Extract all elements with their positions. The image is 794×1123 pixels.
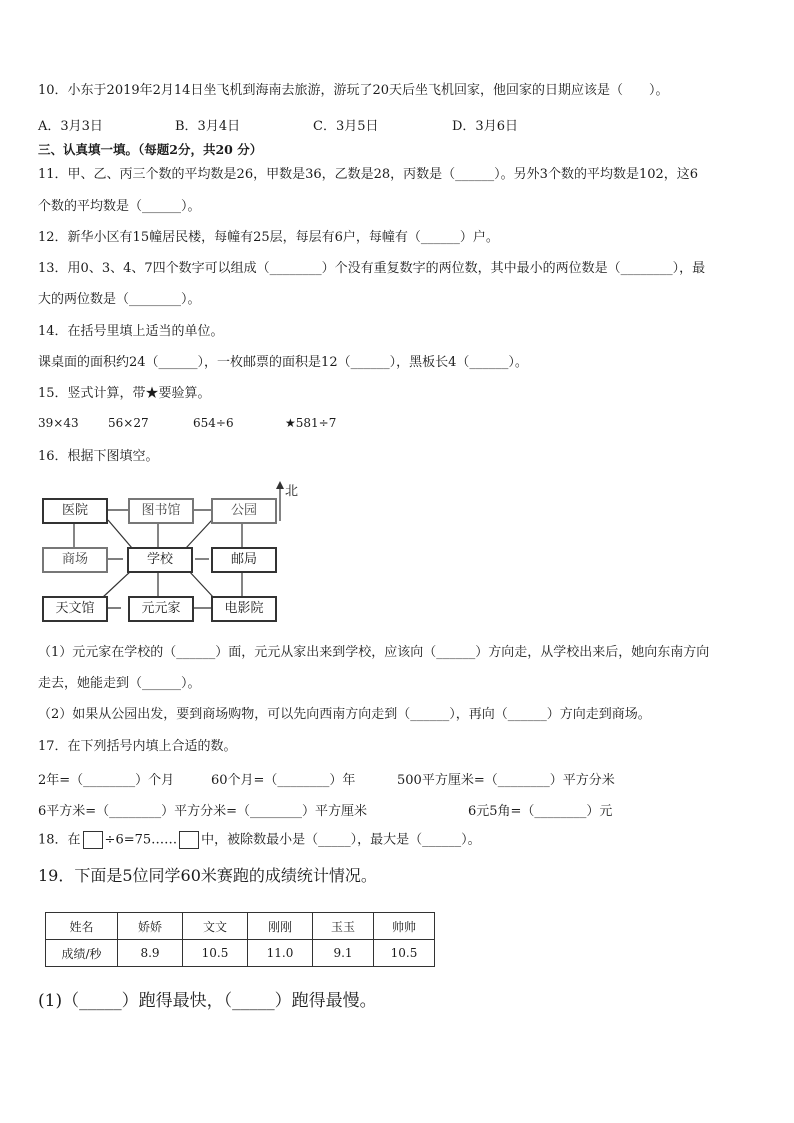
q15-line1: 15．竖式计算，带★要验算。: [38, 386, 211, 401]
q15-item-2: 56×27: [108, 416, 149, 430]
q14-line2: 课桌面的面积约24（______），一枚邮票的面积是12（______），黑板长4（______）。: [38, 355, 528, 370]
table-header-cell: 娇娇: [118, 913, 183, 940]
q10-text: 10．小东于2019年2月14日坐飞机到海南去旅游，游玩了20天后坐飞机回家，他回家的日期应该是（ ）。: [38, 83, 669, 98]
q19-part1: (1)（_____）跑得最快，（_____）跑得最慢。: [38, 991, 377, 1011]
place-mall: 商场: [42, 547, 108, 573]
q17-row2-item1: 6平方米=（________）平方分米=（________）平方厘米: [38, 804, 368, 819]
table-header-cell: 玉玉: [313, 913, 374, 940]
q19-title: 19．下面是5位同学60米赛跑的成绩统计情况。: [38, 866, 377, 885]
table-header-cell: 姓名: [46, 913, 118, 940]
q17-row1-item3: 500平方厘米=（________）平方分米: [397, 773, 615, 788]
table-cell: 10.5: [183, 940, 248, 967]
q17-row2-item2: 6元5角=（________）元: [468, 804, 613, 819]
q16-title: 16．根据下图填空。: [38, 449, 159, 464]
score-table: [45, 912, 435, 967]
q16-part1-line2: 走去，她能走到（______）。: [38, 676, 201, 691]
place-school: 学校: [127, 547, 193, 573]
q11-line2: 个数的平均数是（______）。: [38, 199, 201, 214]
place-home: 元元家: [128, 596, 194, 622]
place-library: 图书馆: [128, 498, 194, 524]
table-cell: 9.1: [313, 940, 374, 967]
q13-line1: 13．用0、3、4、7四个数字可以组成（________）个没有重复数字的两位数，其中最小的两位数是（________），最: [38, 261, 706, 276]
q18-box-dividend: [83, 831, 103, 849]
q18-line: [38, 831, 481, 850]
place-planetarium: 天文馆: [42, 596, 108, 622]
north-label: 北: [285, 484, 299, 499]
q18-prefix: 18．在: [38, 832, 81, 848]
q10-option-b: B．3月4日: [175, 119, 241, 134]
q16-part1-line1: （1）元元家在学校的（______）面，元元从家出来到学校，应该向（______）方向走，从学校出来后，她向东南方向: [38, 645, 710, 660]
q10-option-d: D．3月6日: [452, 119, 518, 134]
q12-text: 12．新华小区有15幢居民楼，每幢有25层，每层有6户，每幢有（______）户。: [38, 230, 499, 245]
q18-box-remainder: [179, 831, 199, 849]
table-row: [46, 940, 435, 967]
place-hospital: 医院: [42, 498, 108, 524]
table-header-cell: 文文: [183, 913, 248, 940]
q17-row1-item2: 60个月=（________）年: [211, 773, 356, 788]
table-header-cell: 刚刚: [248, 913, 313, 940]
table-cell: 成绩/秒: [46, 940, 118, 967]
q10-option-a: A．3月3日: [38, 119, 103, 134]
q15-item-4: ★581÷7: [285, 416, 337, 430]
section-title: 三、认真填一填。（每题2分，共20 分）: [38, 142, 263, 157]
q10-option-c: C．3月5日: [313, 119, 379, 134]
q11-line1: 11．甲、乙、丙三个数的平均数是26，甲数是36，乙数是28，丙数是（______）。另外3个数的平均数是102，这6: [38, 167, 699, 182]
place-cinema: 电影院: [211, 596, 277, 622]
place-park: 公园: [211, 498, 277, 524]
table-row: [46, 913, 435, 940]
table-cell: 10.5: [374, 940, 435, 967]
q14-line1: 14．在括号里填上适当的单位。: [38, 324, 224, 339]
table-header-cell: 帅帅: [374, 913, 435, 940]
place-post-office: 邮局: [211, 547, 277, 573]
q16-part2: （2）如果从公园出发，要到商场购物，可以先向西南方向走到（______），再向（______）方向走到商场。: [38, 707, 651, 722]
q18-mid: ÷6=75……: [104, 832, 178, 848]
table-cell: 11.0: [248, 940, 313, 967]
q13-line2: 大的两位数是（________）。: [38, 292, 201, 307]
q18-suffix: 中，被除数最小是（_____），最大是（______）。: [201, 832, 481, 848]
q17-title: 17．在下列括号内填上合适的数。: [38, 739, 237, 754]
q17-row1-item1: 2年=（________）个月: [38, 773, 175, 788]
table-cell: 8.9: [118, 940, 183, 967]
q15-item-3: 654÷6: [193, 416, 234, 430]
q15-item-1: 39×43: [38, 416, 79, 430]
